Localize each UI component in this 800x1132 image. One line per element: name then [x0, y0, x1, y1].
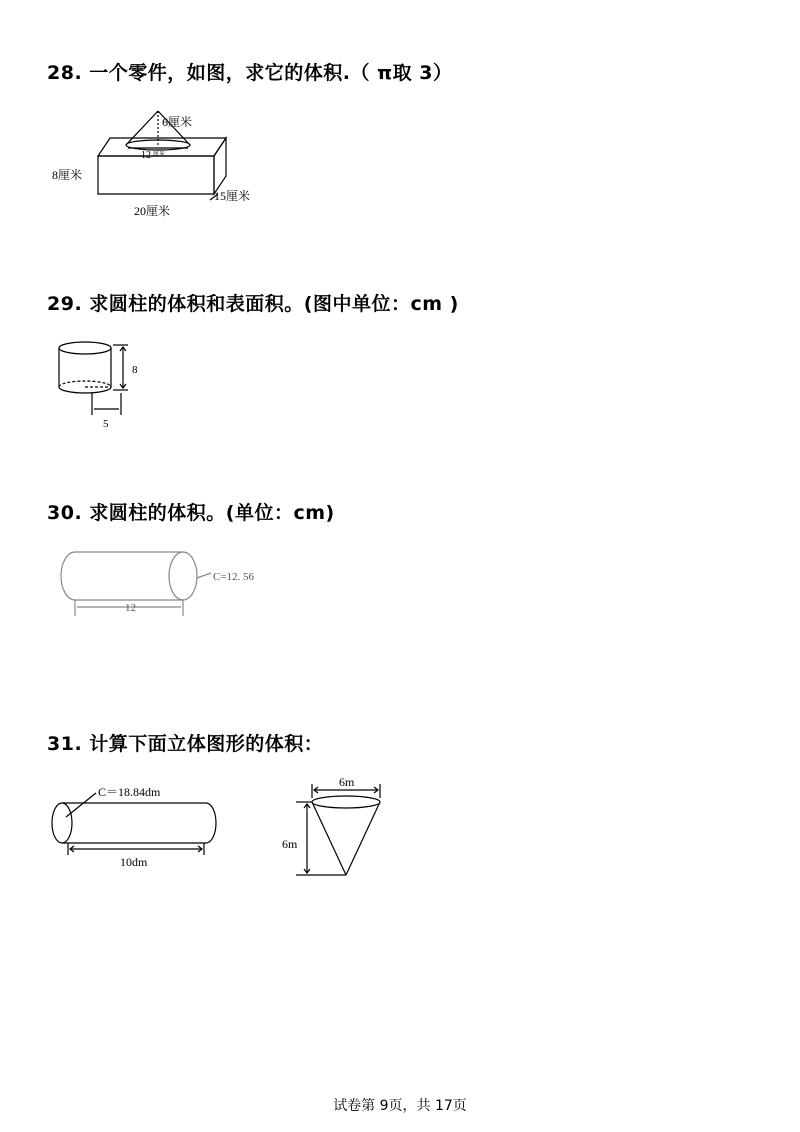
cylinder-length-label: 12: [125, 602, 136, 614]
page-footer: 试卷第 9页，共 17页: [333, 1098, 467, 1114]
figure-cuboid-with-cone: [48, 108, 278, 223]
circumference-label: C=12. 56: [213, 571, 255, 583]
cone-height-label-31: 6m: [282, 837, 298, 851]
figure-long-cylinder: [48, 775, 223, 870]
diameter-label: 12: [141, 150, 151, 161]
height-label: 8厘米: [52, 168, 83, 182]
question-31-text: 31. 计算下面立体图形的体积：: [47, 733, 324, 755]
cone-diameter-label: 6m: [339, 775, 355, 789]
question-29-text: 29. 求圆柱的体积和表面积。(图中单位：cm ): [47, 293, 459, 315]
long-cylinder-circumference-label: C＝18.84dm: [98, 785, 161, 799]
cyl-height-label: 8: [132, 364, 138, 376]
diameter-unit-label: 厘米: [153, 152, 166, 158]
width-label: 15厘米: [214, 189, 251, 203]
figure-inverted-cone: [278, 772, 393, 882]
question-28-text: 28. 一个零件，如图，求它的体积.（ π取 3）: [47, 62, 453, 84]
long-cylinder-length-label: 10dm: [120, 855, 148, 869]
cyl-radius-label: 5: [103, 418, 109, 430]
figure-cylinder-small: [48, 335, 158, 430]
cone-height-label: 6厘米: [162, 115, 193, 129]
length-label: 20厘米: [134, 204, 171, 218]
question-30-text: 30. 求圆柱的体积。(单位：cm): [47, 502, 335, 524]
figure-lying-cylinder: [55, 540, 280, 620]
